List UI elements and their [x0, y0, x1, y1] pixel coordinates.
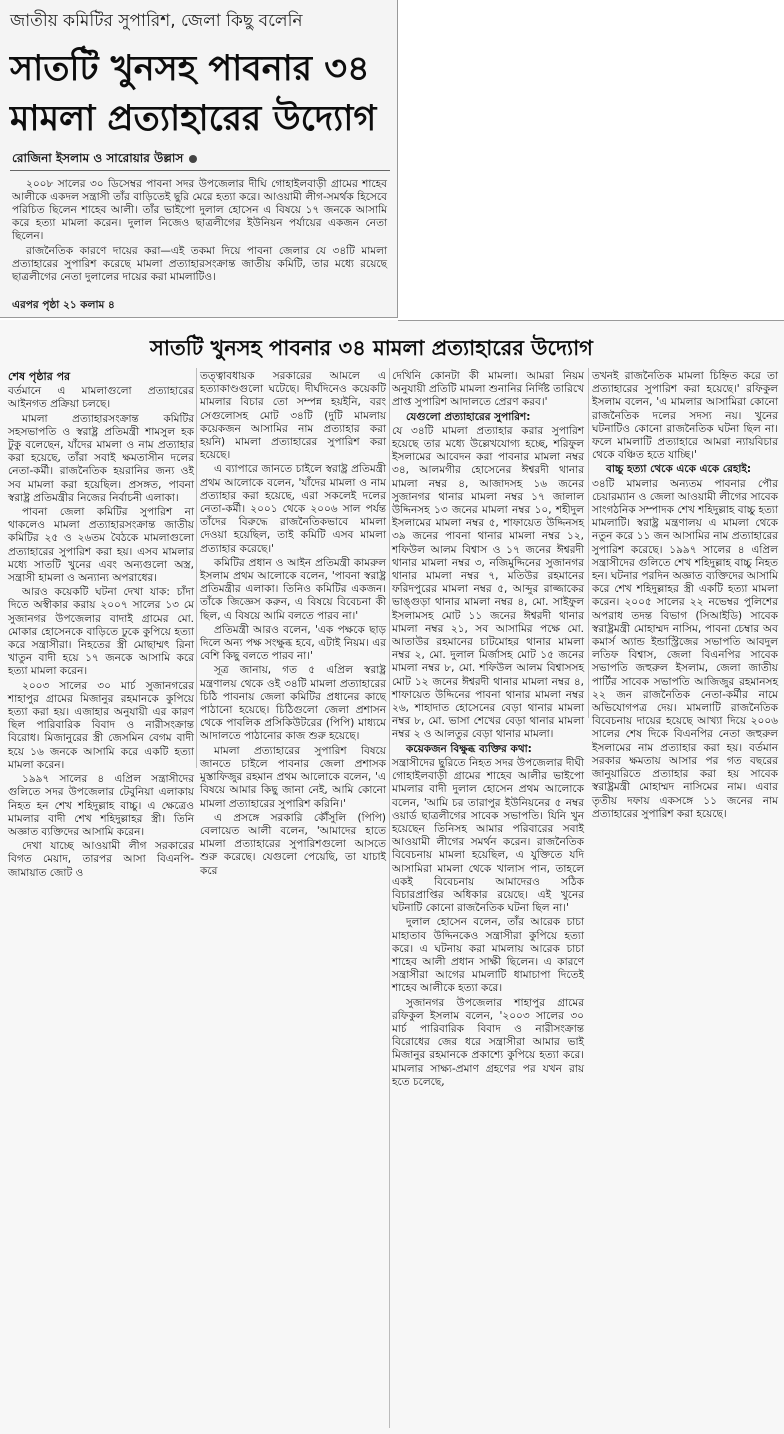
paragraph: সন্ত্রাসীদের ছুরিতে নিহত সদর উপজেলার দীঘী গোহাইলবাড়ী গ্রামের শাহেব আলীর ভাইপো মামলার বাদী দুলাল হোসেন প্রথম আলোকে বলেন, 'আমি চর তারাপুর ইউনিয়নের ৫ নম্বর ওয়ার্ড ছাত্রলীগের সাবেক সভাপতি। যিনি খুন হয়েছেন তিনিসহ আমার পরিবারের সবাই আওয়ামী লীগের সমর্থন করেন। রাজনৈতিক বিবেচনায় মামলা হয়েছিল, এ যুক্তিতে যদি আসামিরা মামলা থেকে খালাস পান, তাহলে একই বিবেচনায় আমাদেরও সঠিক বিচারপ্রাপ্তির অধিকার রয়েছে। এই খুনের ঘটনাটি কোনো রাজনৈতিক ঘটনা ছিল না।'	[392, 756, 584, 915]
column-rule	[389, 368, 390, 1428]
column-4	[592, 370, 778, 820]
jump-headline: সাতটি খুনসহ পাবনার ৩৪ মামলা প্রত্যাহারের উদ্যোগ	[150, 336, 593, 360]
paragraph: মামলা প্রত্যাহারসংক্রান্ত কমিটির সহসভাপতি ও স্বরাষ্ট্র প্রতিমন্ত্রী শামসুল হক টুকু বলেছেন, যাঁদের মামলা ও নাম প্রত্যাহার করা হয়েছে, তাঁরা সবাই ক্ষমতাসীন দলের নেতা-কর্মী। রাজনৈতিক হয়রানির জন্য ওই সব মামলা করা হয়েছিল। প্রসঙ্গত, পাবনা স্বরাষ্ট্র প্রতিমন্ত্রীর নিজের নির্বাচনী এলাকা।	[8, 412, 194, 504]
subheading: যেগুলো প্রত্যাহারের সুপারিশ:	[406, 410, 531, 423]
paragraph: পাবনা জেলা কমিটির সুপারিশ না থাকলেও মামলা প্রত্যাহারসংক্রান্ত জাতীয় কমিটির ২৫ ও ২৬তম বৈঠকে মামলাগুলো প্রত্যাহারের সুপারিশ করা হয়। এসব মামলার মধ্যে সাতটি খুনের এবং অন্যগুলো অস্ত্র, সন্ত্রাসী হামলা ও অন্যান্য অপরাধের।	[8, 506, 194, 585]
column-2	[200, 370, 386, 877]
main-headline	[10, 44, 390, 144]
paragraph: দেখা যাচ্ছে আওয়ামী লীগ সরকারের বিগত মেয়াদ, তারপর আসা বিএনপি-জামায়াত জোট ও	[8, 840, 194, 879]
continued-from-label: শেষ পৃষ্ঠার পর	[8, 370, 71, 383]
byline-authors: রোজিনা ইসলাম ও সারোয়ার উল্লাস	[12, 151, 184, 165]
intro-paragraph: ২০০৮ সালের ৩০ ডিসেম্বর পাবনা সদর উপজেলার দীঘি গোহাইলবাড়ী গ্রামের শাহেব আলীকে একদল সন্ত্রাসী তাঁর বাড়িতেই ছুরি মেরে হত্যা করে। আওয়ামী লীগ-সমর্থক হিসেবে পরিচিত ছিলেন শাহেব আলী। তাঁর ভাইপো দুলাল হোসেন এ বিষয়ে ১৭ জনকে আসামি করে হত্যা মামলা করেন। দুলাল নিজেও ছাত্রলীগের ইউনিয়ন পর্যায়ের একজন নেতা ছিলেন।	[12, 178, 387, 242]
divider	[10, 170, 390, 171]
paragraph: আরও কয়েকটি ঘটনা দেখা যাক: চাঁদা দিতে অস্বীকার করায় ২০০৭ সালের ১৩ মে সুজানগর উপজেলার বাদাই গ্রামের মো. মোকার হোসেনকে বাড়িতে ঢুকে কুপিয়ে হত্যা করে সন্ত্রাসীরা। নিহতের স্ত্রী মোছাম্মৎ রিনা খাতুন বাদী হয়ে ১৭ জনকে আসামি করে হত্যা মামলা করেন।	[8, 586, 194, 678]
paragraph: ৩৪টি মামলার অন্যতম পাবনার পৌর চেয়ারম্যান ও জেলা আওয়ামী লীগের সাবেক সাংগঠনিক সম্পাদক শেখ শহিদুল্লাহ বাচ্চু হত্যা মামলাটি। স্বরাষ্ট্র মন্ত্রণালয় এ মামলা থেকে নতুন করে ১১ জন আসামির নাম প্রত্যাহারের সুপারিশ করেছে। ১৯৯৭ সালের ৪ এপ্রিল সন্ত্রাসীদের গুলিতে শেখ শহিদুল্লাহ বাচ্চু নিহত হন। ঘটনার পরদিন অজ্ঞাত ব্যক্তিদের আসামি করে শেখ শহিদুল্লাহর স্ত্রী একটি হত্যা মামলা করেন। ২০০৫ সালের ২২ নভেম্বর পুলিশের অপরাধ তদন্ত বিভাগ (সিআইডি) সাবেক স্বরাষ্ট্রমন্ত্রী মোহাম্মদ নাসিম, পাবনা চেম্বার অব কমার্স অ্যান্ড ইন্ডাস্ট্রিজের সভাপতি আবদুল লতিফ বিশ্বাস, জেলা বিএনপির সাবেক সভাপতি জহুরুল ইসলাম, জেলা জাতীয় পার্টির সাবেক সভাপতি আজিজুর রহমানসহ ২২ জন রাজনৈতিক নেতা-কর্মীর নামে অভিযোগপত্র দেয়। মামলাটি রাজনৈতিক বিবেচনায় দায়ের হয়েছে আখ্যা দিয়ে ২০০৬ সালের শেষ দিকে বিএনপির নেতা জহুরুল ইসলামের নাম প্রত্যাহার করা হয়। বর্তমান সরকার ক্ষমতায় আসার পর গত বছরের জানুয়ারিতে প্রত্যাহার করা হয় সাবেক স্বরাষ্ট্রমন্ত্রী মোহাম্মদ নাসিমের নাম। এবার তৃতীয় দফায় একসঙ্গে ১১ জনের নাম প্রত্যাহারের সুপারিশ করা হয়েছে।	[592, 477, 778, 820]
paragraph: সূত্র জানায়, গত ৫ এপ্রিল স্বরাষ্ট্র মন্ত্রণালয় থেকে ওই ৩৪টি মামলা প্রত্যাহারের চিঠি পাবনায় জেলা কমিটির প্রধানের কাছে পাঠানো হয়েছে। চিঠিগুলো জেলা প্রশাসন থেকে পাবলিক প্রসিকিউটরের (পিপি) মাধ্যমে আদালতে পাঠানোর কাজ শুরু হয়েছে।	[200, 664, 386, 743]
paragraph: তখনই রাজনৈতিক মামলা চিহ্নিত করে তা প্রত্যাহারের সুপারিশ করা হয়েছে।' রফিকুল ইসলাম বলেন, 'এ মামলার আসামিরা কোনো রাজনৈতিক দলের সদস্য নয়। খুনের ঘটনাটিও কোনো রাজনৈতিক ঘটনা ছিল না। ফলে মামলাটি প্রত্যাহারে আমরা ন্যায়বিচার থেকে বঞ্চিত হতে যাচ্ছি।'	[592, 370, 778, 462]
continued-on-line: এরপর পৃষ্ঠা ২১ কলাম ৪	[12, 299, 115, 311]
bullet-icon	[189, 155, 197, 163]
paragraph: ১৯৯৭ সালের ৪ এপ্রিল সন্ত্রাসীদের গুলিতে সদর উপজেলার টেবুনিয়া এলাকায় নিহত হন শেখ শহিদুল্লাহ বাচ্চু। এ ক্ষেত্রেও মামলার বাদী শেখ শহিদুল্লাহর স্ত্রী। তিনি অজ্ঞাত ব্যক্তিদের আসামি করেন।	[8, 773, 194, 838]
paragraph: সুজানগর উপজেলার শাহাপুর গ্রামের রফিকুল ইসলাম বলেন, '২০০৩ সালের ৩০ মার্চ পারিবারিক বিবাদ ও নারীসংক্রান্ত বিরোধের জের ধরে সন্ত্রাসীরা আমার ভাই মিজানুর রহমানকে প্রকাশ্যে কুপিয়ে হত্যা করে। মামলার সাক্ষ্য-প্রমাণ গ্রহণের পর যখন রায় হতে চলেছে,	[392, 996, 584, 1088]
subheading: বাচ্চু হত্যা থেকে একে একে রেহাই:	[606, 463, 752, 476]
front-page-clipping	[0, 0, 398, 318]
paragraph: এ প্রসঙ্গে সরকারি কৌঁসুলি (পিপি) বেলায়েত আলী বলেন, 'আমাদের হাতে মামলা প্রত্যাহারের সুপারিশগুলো আসতে শুরু করেছে। যেগুলো পেয়েছি, তা যাচাই করে	[200, 811, 386, 877]
intro-paragraph: রাজনৈতিক কারণে দায়ের করা—এই তকমা দিয়ে পাবনা জেলার যে ৩৪টি মামলা প্রত্যাহারের সুপারিশ করেছে মামলা প্রত্যাহারসংক্রান্ত জাতীয় কমিটি, তার মধ্যে রয়েছে ছাত্রলীগের নেতা দুলালের দায়ের করা মামলাটিও।	[12, 245, 387, 283]
paragraph: বর্তমানে এ মামলাগুলো প্রত্যাহারের আইনগত প্রক্রিয়া চলছে।	[8, 385, 194, 411]
column-rule	[196, 368, 197, 768]
paragraph: ২০০৩ সালের ৩০ মার্চ সুজানগরের শাহাপুর গ্রামের মিজানুর রহমানকে কুপিয়ে হত্যা করা হয়। এজাহার অনুযায়ী এর কারণ ছিল পারিবারিক বিবাদ ও নারীসংক্রান্ত বিরোধ। মিজানুরের স্ত্রী জেসমিন বেগম বাদী হয়ে ১৬ জনকে আসামি করে একটি হত্যা মামলা করেন।	[8, 679, 194, 771]
byline	[12, 150, 197, 170]
paragraph: প্রতিমন্ত্রী আরও বলেন, 'এক পক্ষকে ছাড় দিলে অন্য পক্ষ সংক্ষুব্ধ হবে, এটাই নিয়ম। এর বেশি কিছু বলতে পারব না।'	[200, 623, 386, 663]
headline-line-1: সাতটি খুনসহ পাবনার ৩৪	[10, 49, 370, 89]
subheading: কয়েকজন বিক্ষুব্ধ ব্যক্তির কথা:	[406, 742, 532, 755]
paragraph: মামলা প্রত্যাহারের সুপারিশ বিষয়ে জানতে চাইলে পাবনার জেলা প্রশাসক মুস্তাফিজুর রহমান প্রথম আলোকে বলেন, 'এ বিষয়ে আমার কিছু জানা নেই, আমি কোনো মামলা প্রত্যাহারের সুপারিশ করিনি।'	[200, 744, 386, 810]
paragraph: দেখিনি কোনটা কী মামলা। আমরা নিয়ম অনুযায়ী প্রতিটি মামলা শুনানির নির্দিষ্ট তারিখে প্রাপ্ত সুপারিশ আদালতে প্রেরণ করব।'	[392, 370, 584, 409]
kicker-headline: জাতীয় কমিটির সুপারিশ, জেলা কিছু বলেনি	[10, 11, 303, 31]
paragraph: তত্ত্বাবধায়ক সরকারের আমলে এ হত্যাকাণ্ডগুলো ঘটেছে। দীর্ঘদিনেও কয়েকটি মামলার বিচার তো সম্পন্ন হয়ইনি, বরং সেগুলোসহ মোট ৩৪টি (দুটি মামলায় কয়েকজন আসামির নাম প্রত্যাহার করা হয়নি) মামলা প্রত্যাহারের সুপারিশ করা হয়েছে।	[200, 370, 386, 462]
column-rule	[588, 368, 589, 718]
inside-page-clipping	[0, 320, 784, 1434]
headline-line-2: মামলা প্রত্যাহারের উদ্যোগ	[10, 99, 377, 139]
paragraph: দুলাল হোসেন বলেন, তাঁর আরেক চাচা মাহাতাব উদ্দিনকেও সন্ত্রাসীরা কুপিয়ে হত্যা করে। এ ঘটনায় করা মামলায় আরেক চাচা শাহেব আলী প্রধান সাক্ষী ছিলেন। এ কারণে সন্ত্রাসীরা আগের মামলাটি ধামাচাপা দিতেই শাহেব আলীকে হত্যা করে।	[392, 916, 584, 995]
paragraph: যে ৩৪টি মামলা প্রত্যাহার করার সুপারিশ হয়েছে তার মধ্যে উল্লেখযোগ্য হচ্ছে, শরিফুল ইসলামের আবেদন করা পাবনার মামলা নম্বর ৩৪, আলমগীর হোসেনের ঈশ্বরদী থানার মামলা নম্বর ৪, আজাদসহ ১৬ জনের সুজানগর থানার মামলা নম্বর ১৭ জালাল উদ্দিনসহ ১৩ জনের মামলা নম্বর ১০, শহীদুল ইসলামের মামলা নম্বর ৫, শাফায়েত উদ্দিনসহ ৩৯ জনের পাবনা থানার মামলা নম্বর ১২, শফিউল আলম বিশ্বাস ও ১৭ জনের ঈশ্বরদী থানার মামলা নম্বর ৩, নজিমুদ্দিনের সুজানগর থানার মামলা নম্বর ৭, মতিউর রহমানের ফরিদপুরের মামলা নম্বর ৫, আব্দুর রাজ্জাকের ভাঙ্গুড়া থানার মামলা নম্বর ৪, মো. সাইফুল ইসলামসহ মোট ১১ জনের ঈশ্বরদী থানার মামলা নম্বর ২১, সব আসামির পক্ষে মো. আতাউর রহমানের চাটমোহর থানার মামলা নম্বর ২, মো. দুলাল মির্জাসহ মোট ১৫ জনের মামলা নম্বর ৮, মো. শফিউল আলম বিশ্বাসসহ মোট ১২ জনের ঈশ্বরদী থানার মামলা নম্বর ৪, শাফায়েত উদ্দিনের পাবনা থানার মামলা নম্বর ২৬, শাহাদাত হোসেনের বেড়া থানার মামলা নম্বর ৮, মো. ভাসা শেখের বেড়া থানার মামলা নম্বর ২ ও আলতুর বেড়া থানার মামলা।	[392, 424, 584, 741]
paragraph: কমিটির প্রধান ও আইন প্রতিমন্ত্রী কামরুল ইসলাম প্রথম আলোকে বলেন, 'পাবনা স্বরাষ্ট্র প্রতিমন্ত্রীর এলাকা। তিনিও কমিটির একজন। তাঁকে জিজ্ঞেস করুন, এ বিষয়ে বিবেচনা কী ছিল, এ বিষয়ে আমি বলতে পারব না।'	[200, 556, 386, 622]
column-1	[8, 370, 194, 879]
column-3	[392, 370, 584, 1430]
intro-text	[12, 178, 387, 286]
paragraph: এ ব্যাপারে জানতে চাইলে স্বরাষ্ট্র প্রতিমন্ত্রী প্রথম আলোকে বলেন, 'যাঁদের মামলা ও নাম প্রত্যাহার করা হয়েছে, এরা সকলেই দলের নেতা-কর্মী। ২০০১ থেকে ২০০৬ সাল পর্যন্ত তাঁদের বিরুদ্ধে রাজনৈতিকভাবে মামলা দেওয়া হয়েছিল, তাই কমিটি এসব মামলা প্রত্যাহার করেছে।'	[200, 463, 386, 555]
